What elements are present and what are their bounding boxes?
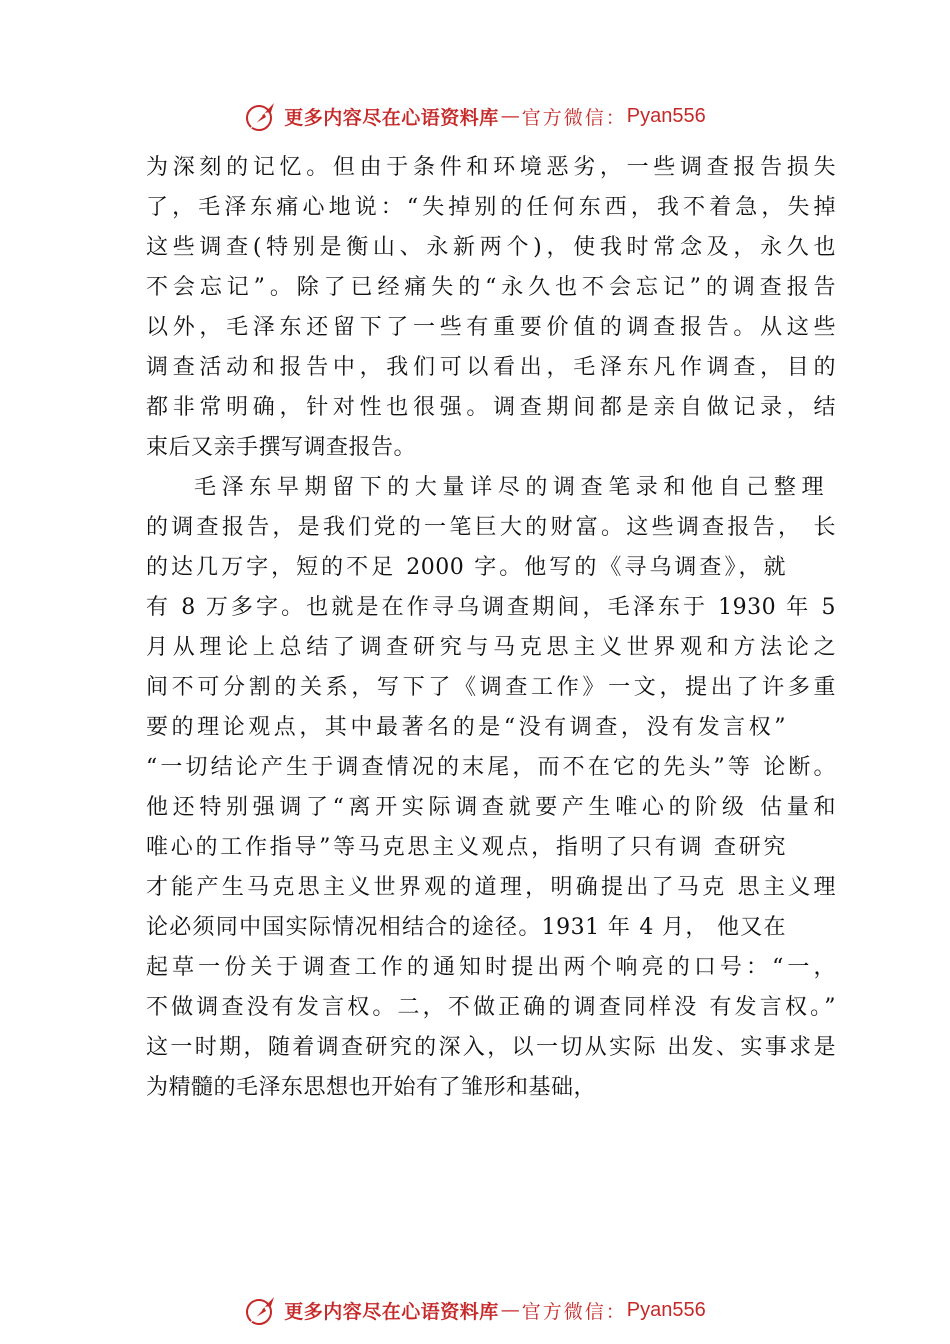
body-line: 论必须同中国实际情况相结合的途径。1931 年 4 月， 他又在 [146,915,786,940]
body-line: 不做调查没有发言权。二，不做正确的调查同样没 有发言权。” [146,995,836,1020]
body-line: 了，毛泽东痛心地说：“失掉别的任何东西，我不着急，失掉 [146,195,836,220]
body-line: 间不可分割的关系，写下了《调查工作》一文，提出了许多重 [146,675,836,700]
header-dash: — [500,105,520,127]
body-line: 这些调查(特别是衡山、永新两个)，使我时常念及，永久也 [146,235,836,260]
document-body [146,148,836,1108]
footer-brand: 更多内容尽在心语资料库 [284,1300,499,1323]
body-line: “一切结论产生于调查情况的末尾，而不在它的先头”等 论断。 [146,755,836,780]
body-line: 不会忘记”。除了已经痛失的“永久也不会忘记”的调查报告 [146,275,836,300]
body-line: 起草一份关于调查工作的通知时提出两个响亮的口号：“一， [146,955,836,980]
quill-logo-icon [244,99,278,133]
footer-wechat-id: Pyan556 [626,1298,706,1321]
body-line: 都非常明确，针对性也很强。调查期间都是亲自做记录，结 [146,395,836,420]
header-wechat-id: Pyan556 [626,104,706,127]
footer-banner [0,1290,950,1330]
body-line: 毛泽东早期留下的大量详尽的调查笔录和他自己整理 [194,475,824,500]
quill-logo-icon [244,1293,278,1327]
body-line: 他还特别强调了“离开实际调查就要产生唯心的阶级 估量和 [146,795,836,820]
footer-dash: — [500,1299,520,1321]
body-line: 束后又亲手撰写调查报告。 [146,435,417,460]
header-banner [0,96,950,136]
body-line: 唯心的工作指导”等马克思主义观点，指明了只有调 查研究 [146,835,786,860]
body-line: 的调查报告，是我们党的一笔巨大的财富。这些调查报告， 长 [146,515,836,540]
body-line: 以外，毛泽东还留下了一些有重要价值的调查报告。从这些 [146,315,836,340]
body-line: 月从理论上总结了调查研究与马克思主义世界观和方法论之 [146,635,836,660]
body-line: 这一时期，随着调查研究的深入，以一切从实际 出发、实事求是 [146,1035,836,1060]
header-brand: 更多内容尽在心语资料库 [284,106,499,129]
body-line: 要的理论观点，其中最著名的是“没有调查，没有发言权” [146,715,786,740]
body-line: 有 8 万多字。也就是在作寻乌调查期间，毛泽东于 1930 年 5 [146,595,836,620]
body-line: 才能产生马克思主义世界观的道理，明确提出了马克 思主义理 [146,875,836,900]
footer-official-label: 官方微信： [521,1300,627,1323]
header-official-label: 官方微信： [521,106,627,129]
body-line: 的达几万字，短的不足 2000 字。他写的《寻乌调查》，就 [146,555,786,580]
body-line: 为深刻的记忆。但由于条件和环境恶劣，一些调查报告损失 [146,155,836,180]
body-line: 为精髓的毛泽东思想也开始有了雏形和基础， [146,1075,597,1100]
body-line: 调查活动和报告中，我们可以看出，毛泽东凡作调查，目的 [146,355,836,380]
